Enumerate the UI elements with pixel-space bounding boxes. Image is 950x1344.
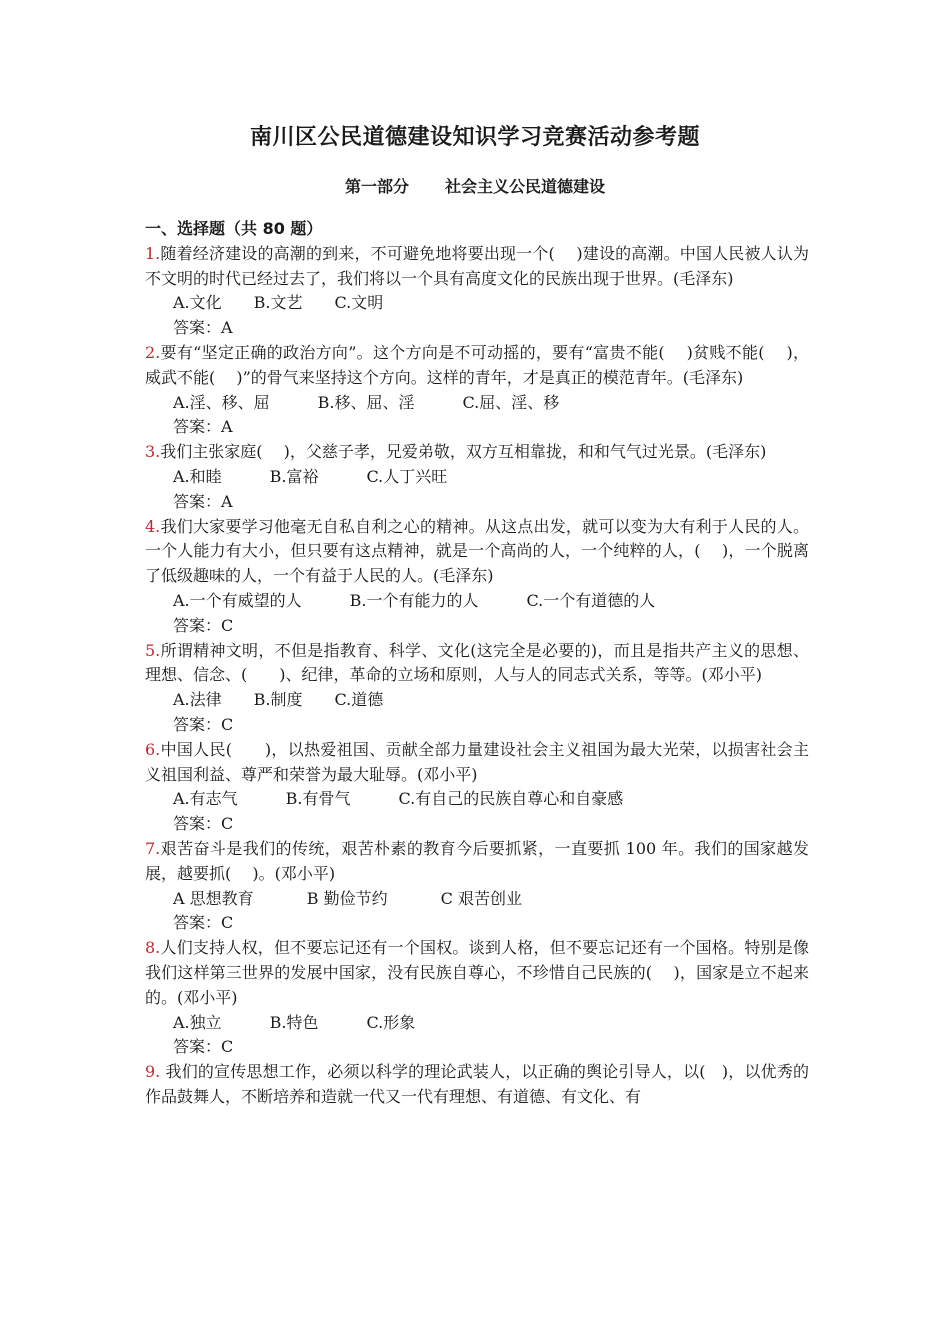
- part-title: 社会主义公民道德建设: [445, 177, 606, 196]
- question-text: [145, 341, 809, 391]
- question-number: 5.: [145, 640, 161, 660]
- question-body: 我们的宣传思想工作，必须以科学的理论武装人，以正确的舆论引导人，以( )，以优秀的作品鼓舞人，不断培养和造就一代又一代有理想、有道德、有文化、有: [145, 1062, 809, 1106]
- question-answer: 答案：C: [173, 1037, 234, 1057]
- question-number: 4.: [145, 516, 161, 536]
- question-body: 我们主张家庭( )，父慈子孝，兄爱弟敬，双方互相靠拢，和和气气过光景。(毛泽东): [160, 442, 767, 462]
- question-answer: 答案：C: [173, 814, 234, 834]
- question-answer: 答案：A: [173, 318, 233, 338]
- question-body: 所谓精神文明，不但是指教育、科学、文化(这完全是必要的)，而且是指共产主义的思想、理想、信念、( )、纪律，革命的立场和原则，人与人的同志式关系，等等。(邓小平): [145, 640, 809, 685]
- question-body: 随着经济建设的高潮的到来，不可避免地将要出现一个( )建设的高潮。中国人民被人认为不文明的时代已经过去了，我们将以一个具有高度文化的民族出现于世界。(毛泽东): [145, 243, 809, 288]
- question-options: A.法律 B.制度 C.道德: [173, 690, 384, 710]
- question-body: 人们支持人权，但不要忘记还有一个国权。谈到人格，但不要忘记还有一个国格。特别是像我们这样第三世界的发展中国家，没有民族自尊心，不珍惜自己民族的( )，国家是立不起来的。(邓小平): [145, 938, 809, 1007]
- question-text: [145, 440, 809, 465]
- question-options: A.一个有威望的人 B.一个有能力的人 C.一个有道德的人: [173, 590, 656, 610]
- question-text: [145, 242, 809, 292]
- question-options: A.文化 B.文艺 C.文明: [173, 293, 384, 313]
- question-answer: 答案：C: [173, 615, 234, 635]
- question-number: 1.: [145, 243, 161, 263]
- question-answer: 答案：C: [173, 913, 234, 933]
- section-heading: 一、选择题（共 80 题）: [145, 219, 323, 238]
- part-heading: [0, 174, 950, 197]
- question-options: A.独立 B.特色 C.形象: [173, 1012, 416, 1032]
- question-answer: 答案：A: [173, 491, 233, 511]
- question-body: 我们大家要学习他毫无自私自利之心的精神。从这点出发，就可以变为大有利于人民的人。一个人能力有大小，但只要有这点精神，就是一个高尚的人，一个纯粹的人，( )，一个脱离了低级趣味的人，一个有益于人民的人。(毛泽东): [145, 516, 809, 586]
- question-answer: 答案：C: [173, 714, 234, 734]
- question-item: [145, 936, 809, 1060]
- part-label: 第一部分: [344, 177, 409, 196]
- question-list: [145, 217, 809, 1110]
- question-body: 中国人民( )，以热爱祖国、贡献全部力量建设社会主义祖国为最大光荣，以损害社会主义祖国利益、尊严和荣誉为最大耻辱。(邓小平): [145, 739, 809, 784]
- question-number: 9.: [145, 1062, 161, 1082]
- question-options: A.有志气 B.有骨气 C.有自己的民族自尊心和自豪感: [173, 789, 624, 809]
- question-item: [145, 242, 809, 341]
- question-number: 6.: [145, 739, 161, 759]
- question-answer: 答案：A: [173, 417, 233, 437]
- question-options: A.和睦 B.富裕 C.人丁兴旺: [173, 466, 448, 486]
- question-text: [145, 515, 809, 589]
- question-item: [145, 639, 809, 738]
- question-text: [145, 738, 809, 788]
- question-body: 要有“坚定正确的政治方向”。这个方向是不可动摇的，要有“富贵不能( )贫贱不能( )，威武不能( )”的骨气来坚持这个方向。这样的青年，才是真正的模范青年。(毛泽东): [145, 342, 809, 387]
- page-title: 南川区公民道德建设知识学习竞赛活动参考题: [249, 125, 700, 150]
- question-text: [145, 1060, 809, 1110]
- question-number: 3.: [145, 442, 161, 462]
- question-options: A 思想教育 B 勤俭节约 C 艰苦创业: [173, 888, 522, 908]
- question-item: [145, 1060, 809, 1110]
- question-text: [145, 639, 809, 689]
- question-options: A.淫、移、屈 B.移、屈、淫 C.屈、淫、移: [173, 392, 560, 412]
- question-item: [145, 515, 809, 639]
- question-item: [145, 837, 809, 936]
- question-body: 艰苦奋斗是我们的传统，艰苦朴素的教育今后要抓紧，一直要抓 100 年。我们的国家越发展，越要抓( )。(邓小平): [145, 838, 809, 883]
- question-number: 7.: [145, 838, 161, 858]
- question-text: [145, 936, 809, 1010]
- question-number: 2.: [145, 342, 161, 362]
- question-text: [145, 837, 809, 887]
- question-item: [145, 738, 809, 837]
- question-number: 8.: [145, 938, 161, 958]
- question-item: [145, 440, 809, 514]
- question-item: [145, 341, 809, 440]
